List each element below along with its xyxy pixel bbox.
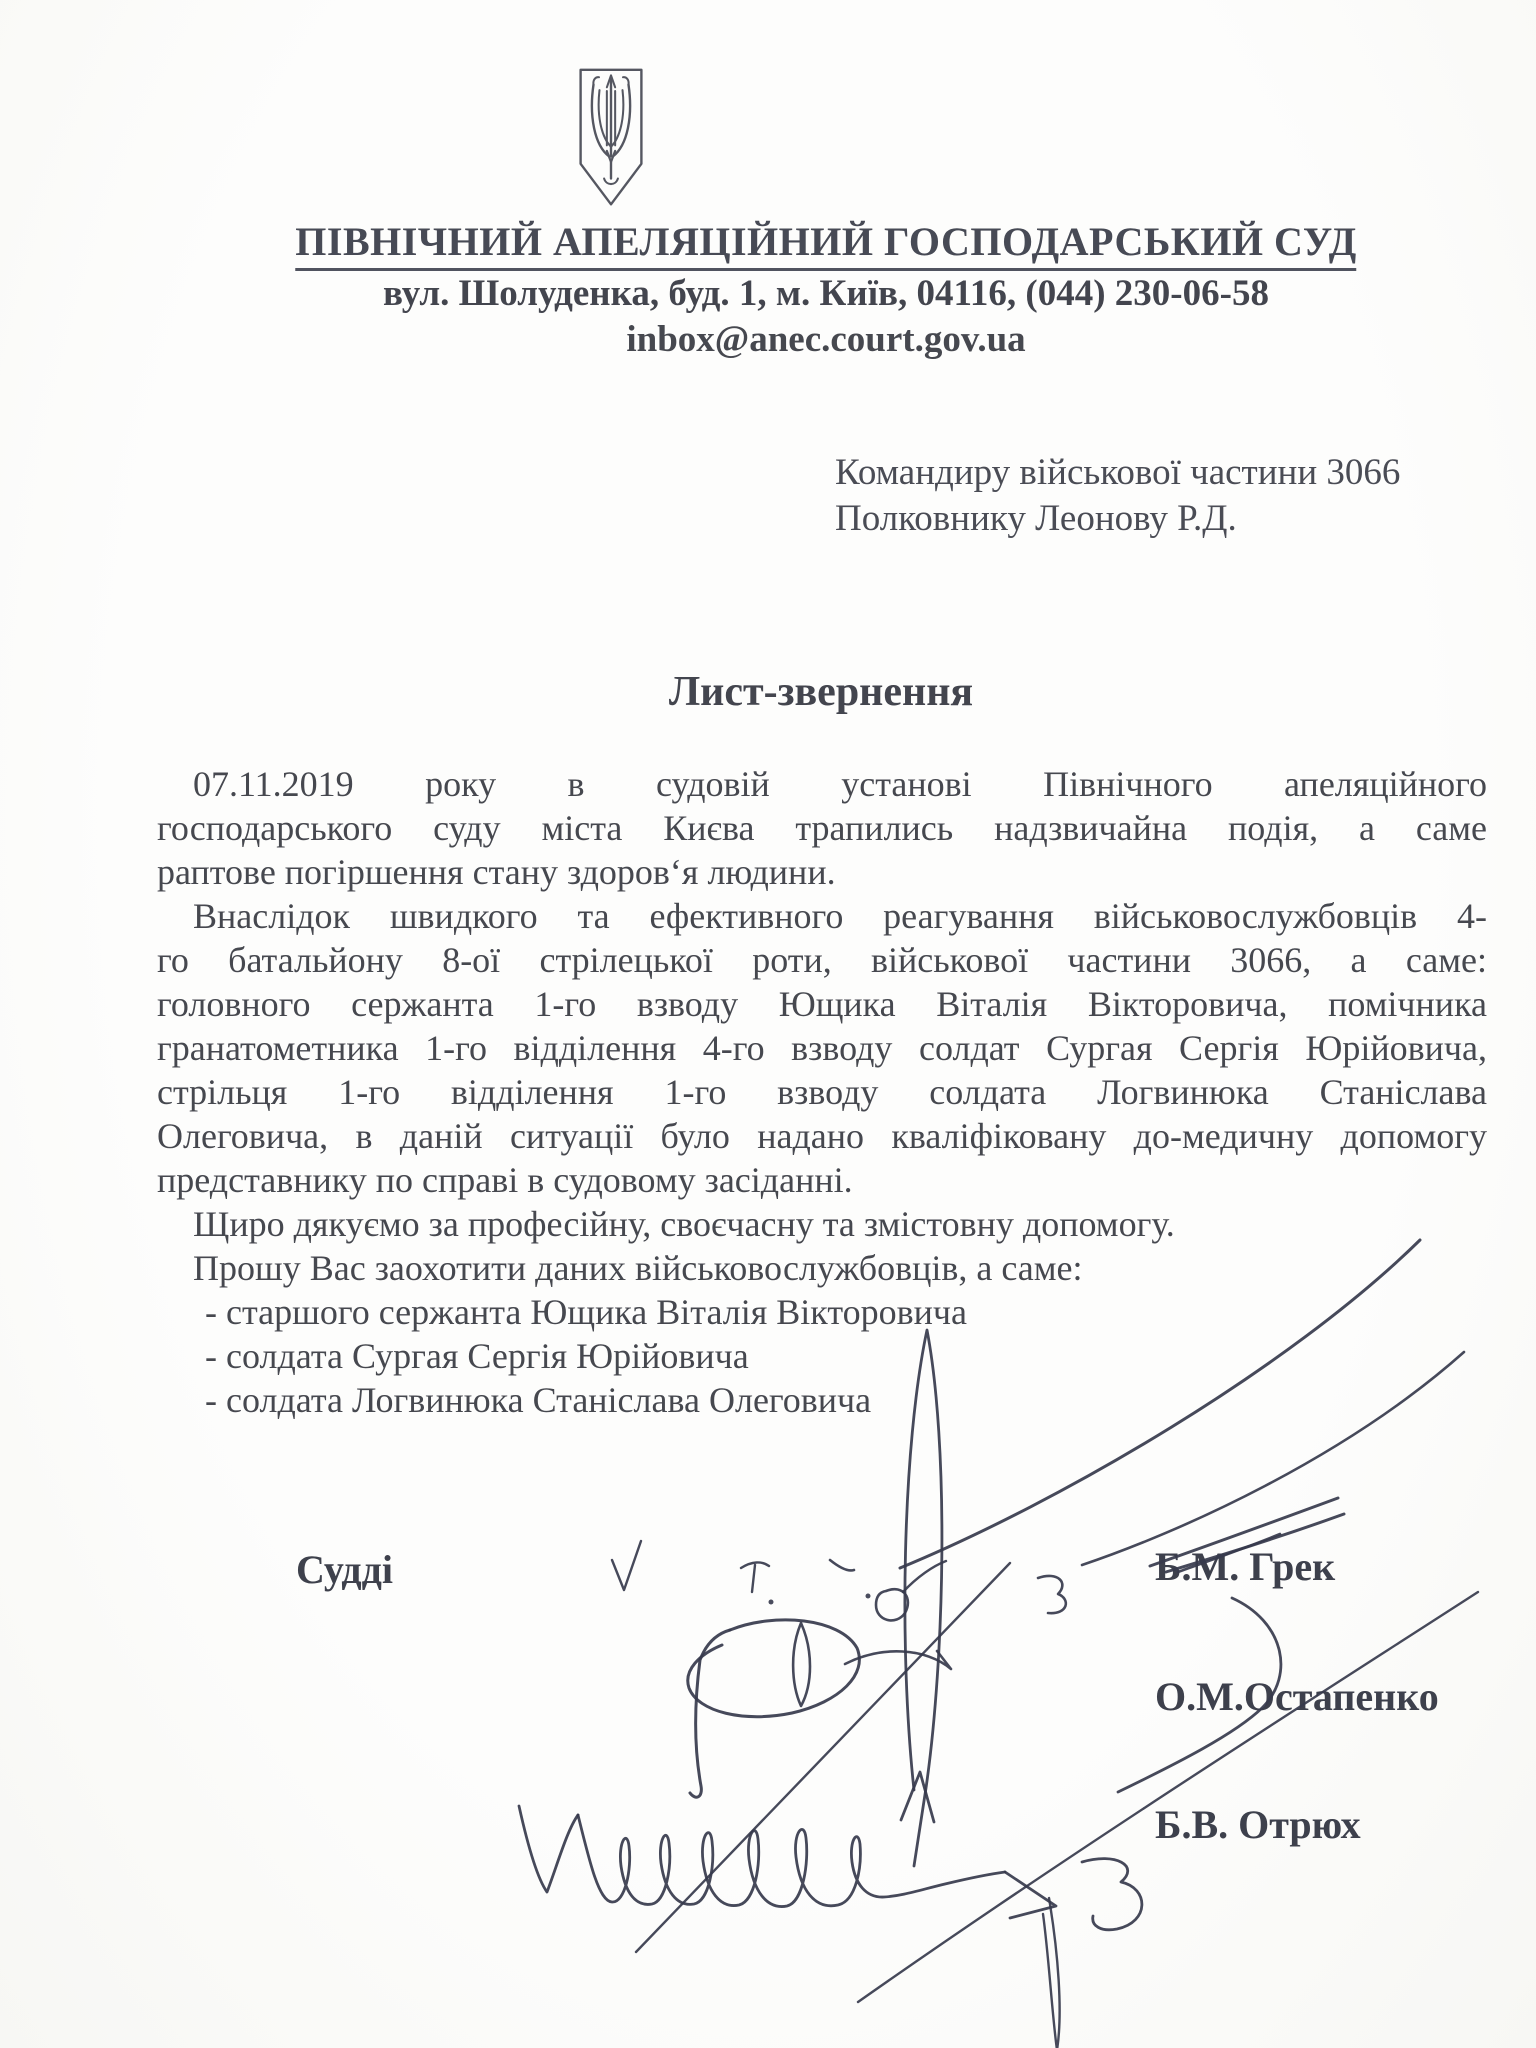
body-line: 07.11.2019 року в судовій установі Північного апеляційного xyxy=(193,764,1487,804)
court-email: inbox@anec.court.gov.ua xyxy=(626,319,1026,360)
signatory-name-otriukh: Б.В. Отрюх xyxy=(1155,1802,1361,1847)
letter-title: Лист-звернення xyxy=(668,669,974,715)
body-line: гранатометника 1-го відділення 4-го взводу солдат Сургая Сергія Юрійовича, xyxy=(157,1028,1487,1068)
letter-body xyxy=(157,762,1487,1422)
body-line: стрільця 1-го відділення 1-го взводу солдата Логвинюка Станіслава xyxy=(157,1072,1487,1112)
body-line: Внаслідок швидкого та ефективного реагування військовослужбовців 4- xyxy=(193,896,1487,936)
ukraine-trident-emblem xyxy=(576,64,646,212)
judges-label: Судді xyxy=(296,1547,393,1592)
body-line: раптове погіршення стану здоров‘я людини. xyxy=(157,852,836,892)
court-address: вул. Шолуденка, буд. 1, м. Київ, 04116, (044) 230-06-58 xyxy=(383,273,1269,314)
body-line: головного сержанта 1-го взводу Ющика Віталія Вікторовича, помічника xyxy=(157,984,1487,1024)
body-line: представнику по справі в судовому засіданні. xyxy=(157,1160,853,1200)
recipient-line-2: Полковнику Леонову Р.Д. xyxy=(835,498,1237,539)
body-line: господарського суду міста Києва трапились надзвичайна подія, а саме xyxy=(157,808,1487,848)
recipient-block xyxy=(835,450,1400,542)
signatory-name-grek: Б.М. Грек xyxy=(1155,1544,1336,1589)
list-item: - солдата Логвинюка Станіслава Олеговича xyxy=(205,1380,872,1420)
body-line: Прошу Вас заохотити даних військовослужбовців, а саме: xyxy=(193,1248,1083,1288)
body-line: Олеговича, в даній ситуації було надано кваліфіковану до-медичну допомогу xyxy=(157,1116,1487,1156)
list-item: - солдата Сургая Сергія Юрійовича xyxy=(205,1336,749,1376)
recipient-line-1: Командиру військової частини 3066 xyxy=(835,452,1401,493)
body-line: го батальйону 8-ої стрілецької роти, військової частини 3066, а саме: xyxy=(157,940,1487,980)
list-item: - старшого сержанта Ющика Віталія Вікторовича xyxy=(205,1292,967,1332)
court-name: ПІВНІЧНИЙ АПЕЛЯЦІЙНИЙ ГОСПОДАРСЬКИЙ СУД xyxy=(295,218,1356,271)
signatory-name-ostapenko: О.М.Остапенко xyxy=(1155,1674,1439,1719)
body-line: Щиро дякуємо за професійну, своєчасну та змістовну допомогу. xyxy=(193,1204,1175,1244)
